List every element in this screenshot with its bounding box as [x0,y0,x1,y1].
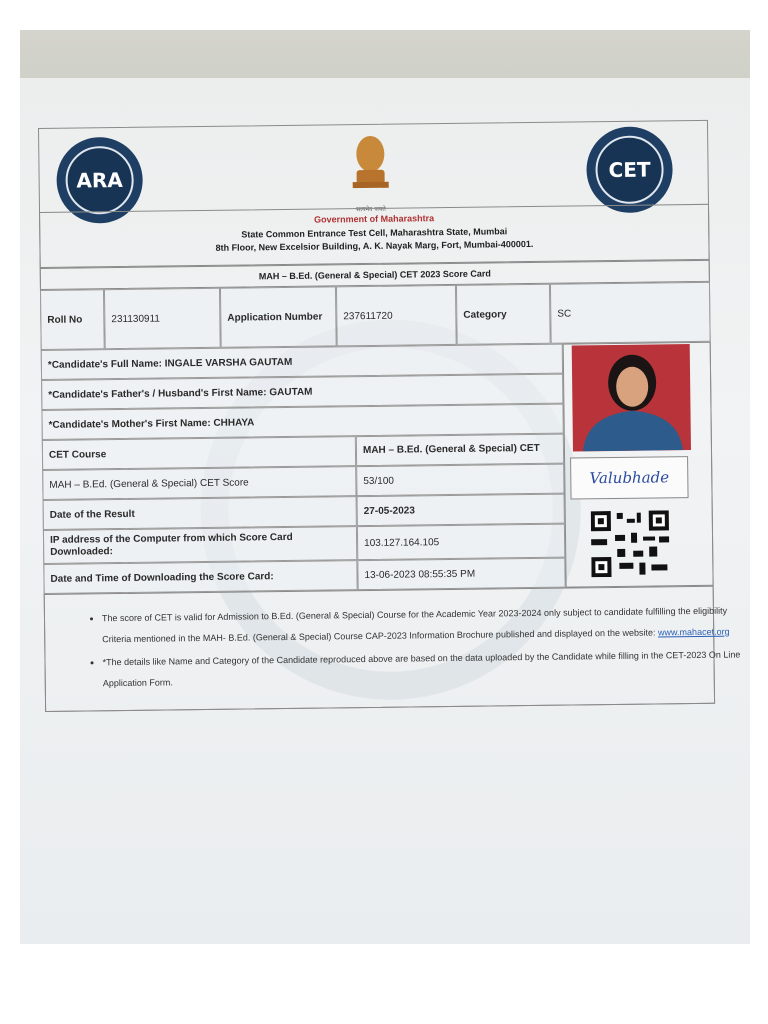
ip-value: 103.127.164.105 [357,524,565,561]
father-name: *Candidate's Father's / Husband's First Name: GAUTAM [41,374,563,410]
notes-list [62,600,743,696]
course-value: MAH – B.Ed. (General & Special) CET [356,434,564,467]
category-value: SC [550,282,711,344]
candidate-name: *Candidate's Full Name: INGALE VARSHA GAUTAM [41,344,563,380]
address-line: 8th Floor, New Excelsior Building, A. K. Nayak Marg, Fort, Mumbai-400001. [215,238,534,253]
candidate-photo [572,344,691,451]
cet-logo: CET [586,126,673,213]
download-time-value: 13-06-2023 08:55:35 PM [357,558,565,591]
note-details: • *The details like Name and Category of the Candidate reproduced above are based on the data uploaded by the Candidate while filling in the CET-2023 On Line Application Form. [102,644,742,694]
application-value: 237611720 [336,285,457,346]
cell-title: State Common Entrance Test Cell, Maharashtra State, Mumbai [241,226,508,240]
scorecard-title: MAH – B.Ed. (General & Special) CET 2023 Score Card [258,268,491,282]
note-validity: • The score of CET is valid for Admission to B.Ed. (General & Special) Course for the Academic Year 2023-2024 only subject to candidate fulfilling the eligibility Criteria mentioned in the MAH- B.Ed. (General & Special) Course CAP-2023 Information Brochure published and displayed on the website: www.mahacet.org [102,600,742,650]
result-date-label: Date of the Result [43,496,357,530]
score-label: MAH – B.Ed. (General & Special) CET Score [42,466,356,500]
ara-logo: ARA [56,137,143,224]
download-time-label: Date and Time of Downloading the Score Card: [43,560,357,594]
roll-label: Roll No [40,289,105,350]
state-emblem-icon [342,130,399,214]
result-date-value: 27-05-2023 [357,494,565,527]
qr-code [591,510,672,577]
score-value: 53/100 [356,464,564,497]
ip-label: IP address of the Computer from which Score Card Downloaded: [43,526,357,564]
emblem-caption: सत्यमेव जयते [356,205,386,214]
score-card [38,120,741,712]
course-label: CET Course [42,436,356,470]
candidate-signature: Valubhade [589,468,670,488]
application-label: Application Number [220,286,337,347]
government-title: Government of Maharashtra [314,213,435,225]
signature-box [570,456,689,499]
website-link[interactable]: www.mahacet.org [657,626,730,638]
category-label: Category [456,284,551,345]
mother-name: *Candidate's Mother's First Name: CHHAYA [41,404,563,440]
roll-value: 231130911 [104,288,221,349]
